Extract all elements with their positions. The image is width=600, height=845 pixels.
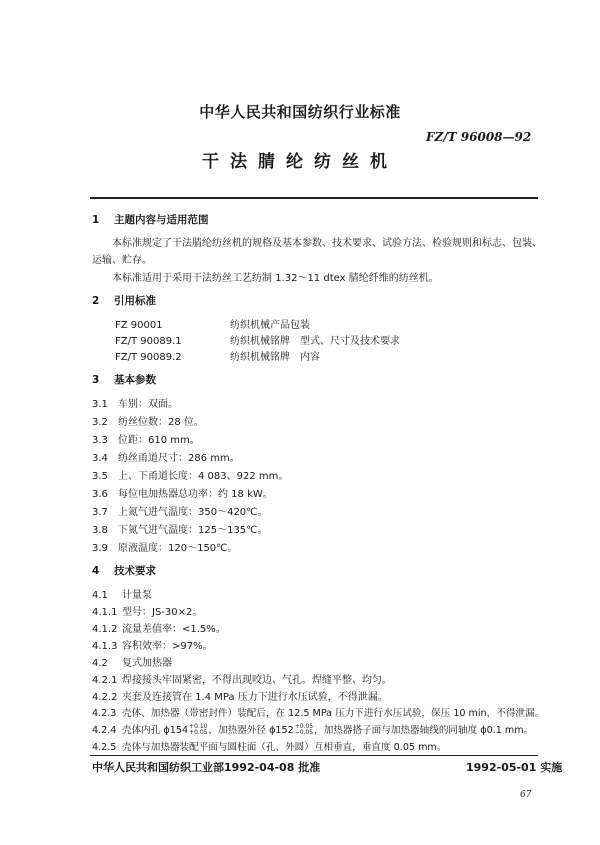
- reference-item: [115, 348, 320, 363]
- reference-code: FZ 90001: [115, 320, 163, 331]
- reference-code: FZ/T 90089.1: [115, 336, 182, 347]
- section-number: 1: [92, 214, 100, 226]
- param-item: 3.7 上氮气进气温度：350～420℃。: [92, 507, 268, 518]
- section-title: 主题内容与适用范围: [114, 214, 209, 226]
- reference-item: [115, 316, 310, 331]
- requirement-item: 4.1.3 容积效率：>97%。: [92, 641, 213, 652]
- section-number: 2: [92, 295, 100, 307]
- requirement-item: 4.1 计量泵: [92, 590, 152, 601]
- requirement-item: 4.2 复式加热器: [92, 658, 172, 669]
- section-number: 4: [92, 565, 100, 577]
- page-number: 67: [520, 790, 532, 800]
- section-2-heading: [92, 293, 156, 308]
- requirement-item: 4.2.5 壳体与加热器装配平面与圆柱面（孔、外圆）互相垂直，垂直度 0.05 mm。: [92, 742, 447, 753]
- requirement-item: 4.1.1 型号：JS-30×2。: [92, 607, 203, 618]
- effective-date: 1992-05-01 实施: [466, 761, 563, 774]
- reference-code: FZ/T 90089.2: [115, 352, 182, 363]
- param-item: 3.2 纺丝位数：28 位。: [92, 417, 204, 428]
- section-title: 技术要求: [114, 565, 156, 577]
- tolerance: +0.05 −0.05: [294, 723, 314, 736]
- section-1-heading: [92, 212, 209, 227]
- requirement-item: 4.2.1 焊接接头牢固紧密，不得出现咬边、气孔。焊缝平整、均匀。: [92, 675, 392, 686]
- section-1-paragraph-2: 本标准适用于采用干法纺丝工艺纺制 1.32～11 dtex 腈纶纤维的纺丝机。: [112, 273, 439, 284]
- standard-body-header: 中华人民共和国纺织行业标准: [199, 103, 401, 121]
- param-item: 3.5 上、下甬道长度：4 083、922 mm。: [92, 471, 289, 482]
- reference-name: 纺织机械铭牌 内容: [230, 352, 320, 363]
- tolerance: +0.10 +0.05: [189, 723, 208, 736]
- param-item: 3.3 位距：610 mm。: [92, 435, 200, 446]
- param-item: 3.1 车别：双面。: [92, 399, 178, 410]
- section-title: 基本参数: [114, 374, 156, 386]
- requirement-item: 4.1.2 流量差值率：<1.5%。: [92, 624, 226, 635]
- param-item: 3.4 纺丝甬道尺寸：286 mm。: [92, 453, 240, 464]
- reference-name: 纺织机械产品包装: [230, 320, 310, 331]
- issuer-approval: 中华人民共和国纺织工业部1992-04-08 批准: [92, 761, 321, 774]
- section-3-heading: [92, 372, 156, 387]
- header-divider: [90, 197, 538, 199]
- section-1-paragraph-1: 本标准规定了干法腈纶纺丝机的规格及基本参数、技术要求、试验方法、检验规则和标志、包装、运输、贮存。: [92, 238, 542, 266]
- requirement-item: 4.2.4 壳体内孔 ϕ154 +0.10 +0.05 ，加热器外径 ϕ152 +0.05 −0.05 ，加热器搭子面与加热器轴线的同轴度 ϕ0.1 mm。: [92, 723, 534, 736]
- document-title: 干法腈纶纺丝机: [202, 152, 398, 172]
- reference-name: 纺织机械铭牌 型式、尺寸及技术要求: [230, 336, 400, 347]
- param-item: 3.6 每位电加热器总功率：约 18 kW。: [92, 489, 273, 500]
- section-4-heading: [92, 563, 156, 578]
- standard-code: FZ/T 96008—92: [426, 130, 532, 144]
- section-number: 3: [92, 374, 100, 386]
- requirement-item: 4.2.3 壳体、加热器（带密封件）装配后，在 12.5 MPa 压力下进行水压试验，保压 10 min，不得泄漏。: [92, 708, 545, 719]
- param-item: 3.8 下氮气进气温度：125～135℃。: [92, 525, 268, 536]
- requirement-item: 4.2.2 夹套及连接管在 1.4 MPa 压力下进行水压试验，不得泄漏。: [92, 692, 388, 703]
- section-title: 引用标准: [114, 295, 156, 307]
- footer-divider: [90, 755, 538, 756]
- reference-item: [115, 332, 400, 347]
- param-item: 3.9 原液温度：120～150℃。: [92, 543, 238, 554]
